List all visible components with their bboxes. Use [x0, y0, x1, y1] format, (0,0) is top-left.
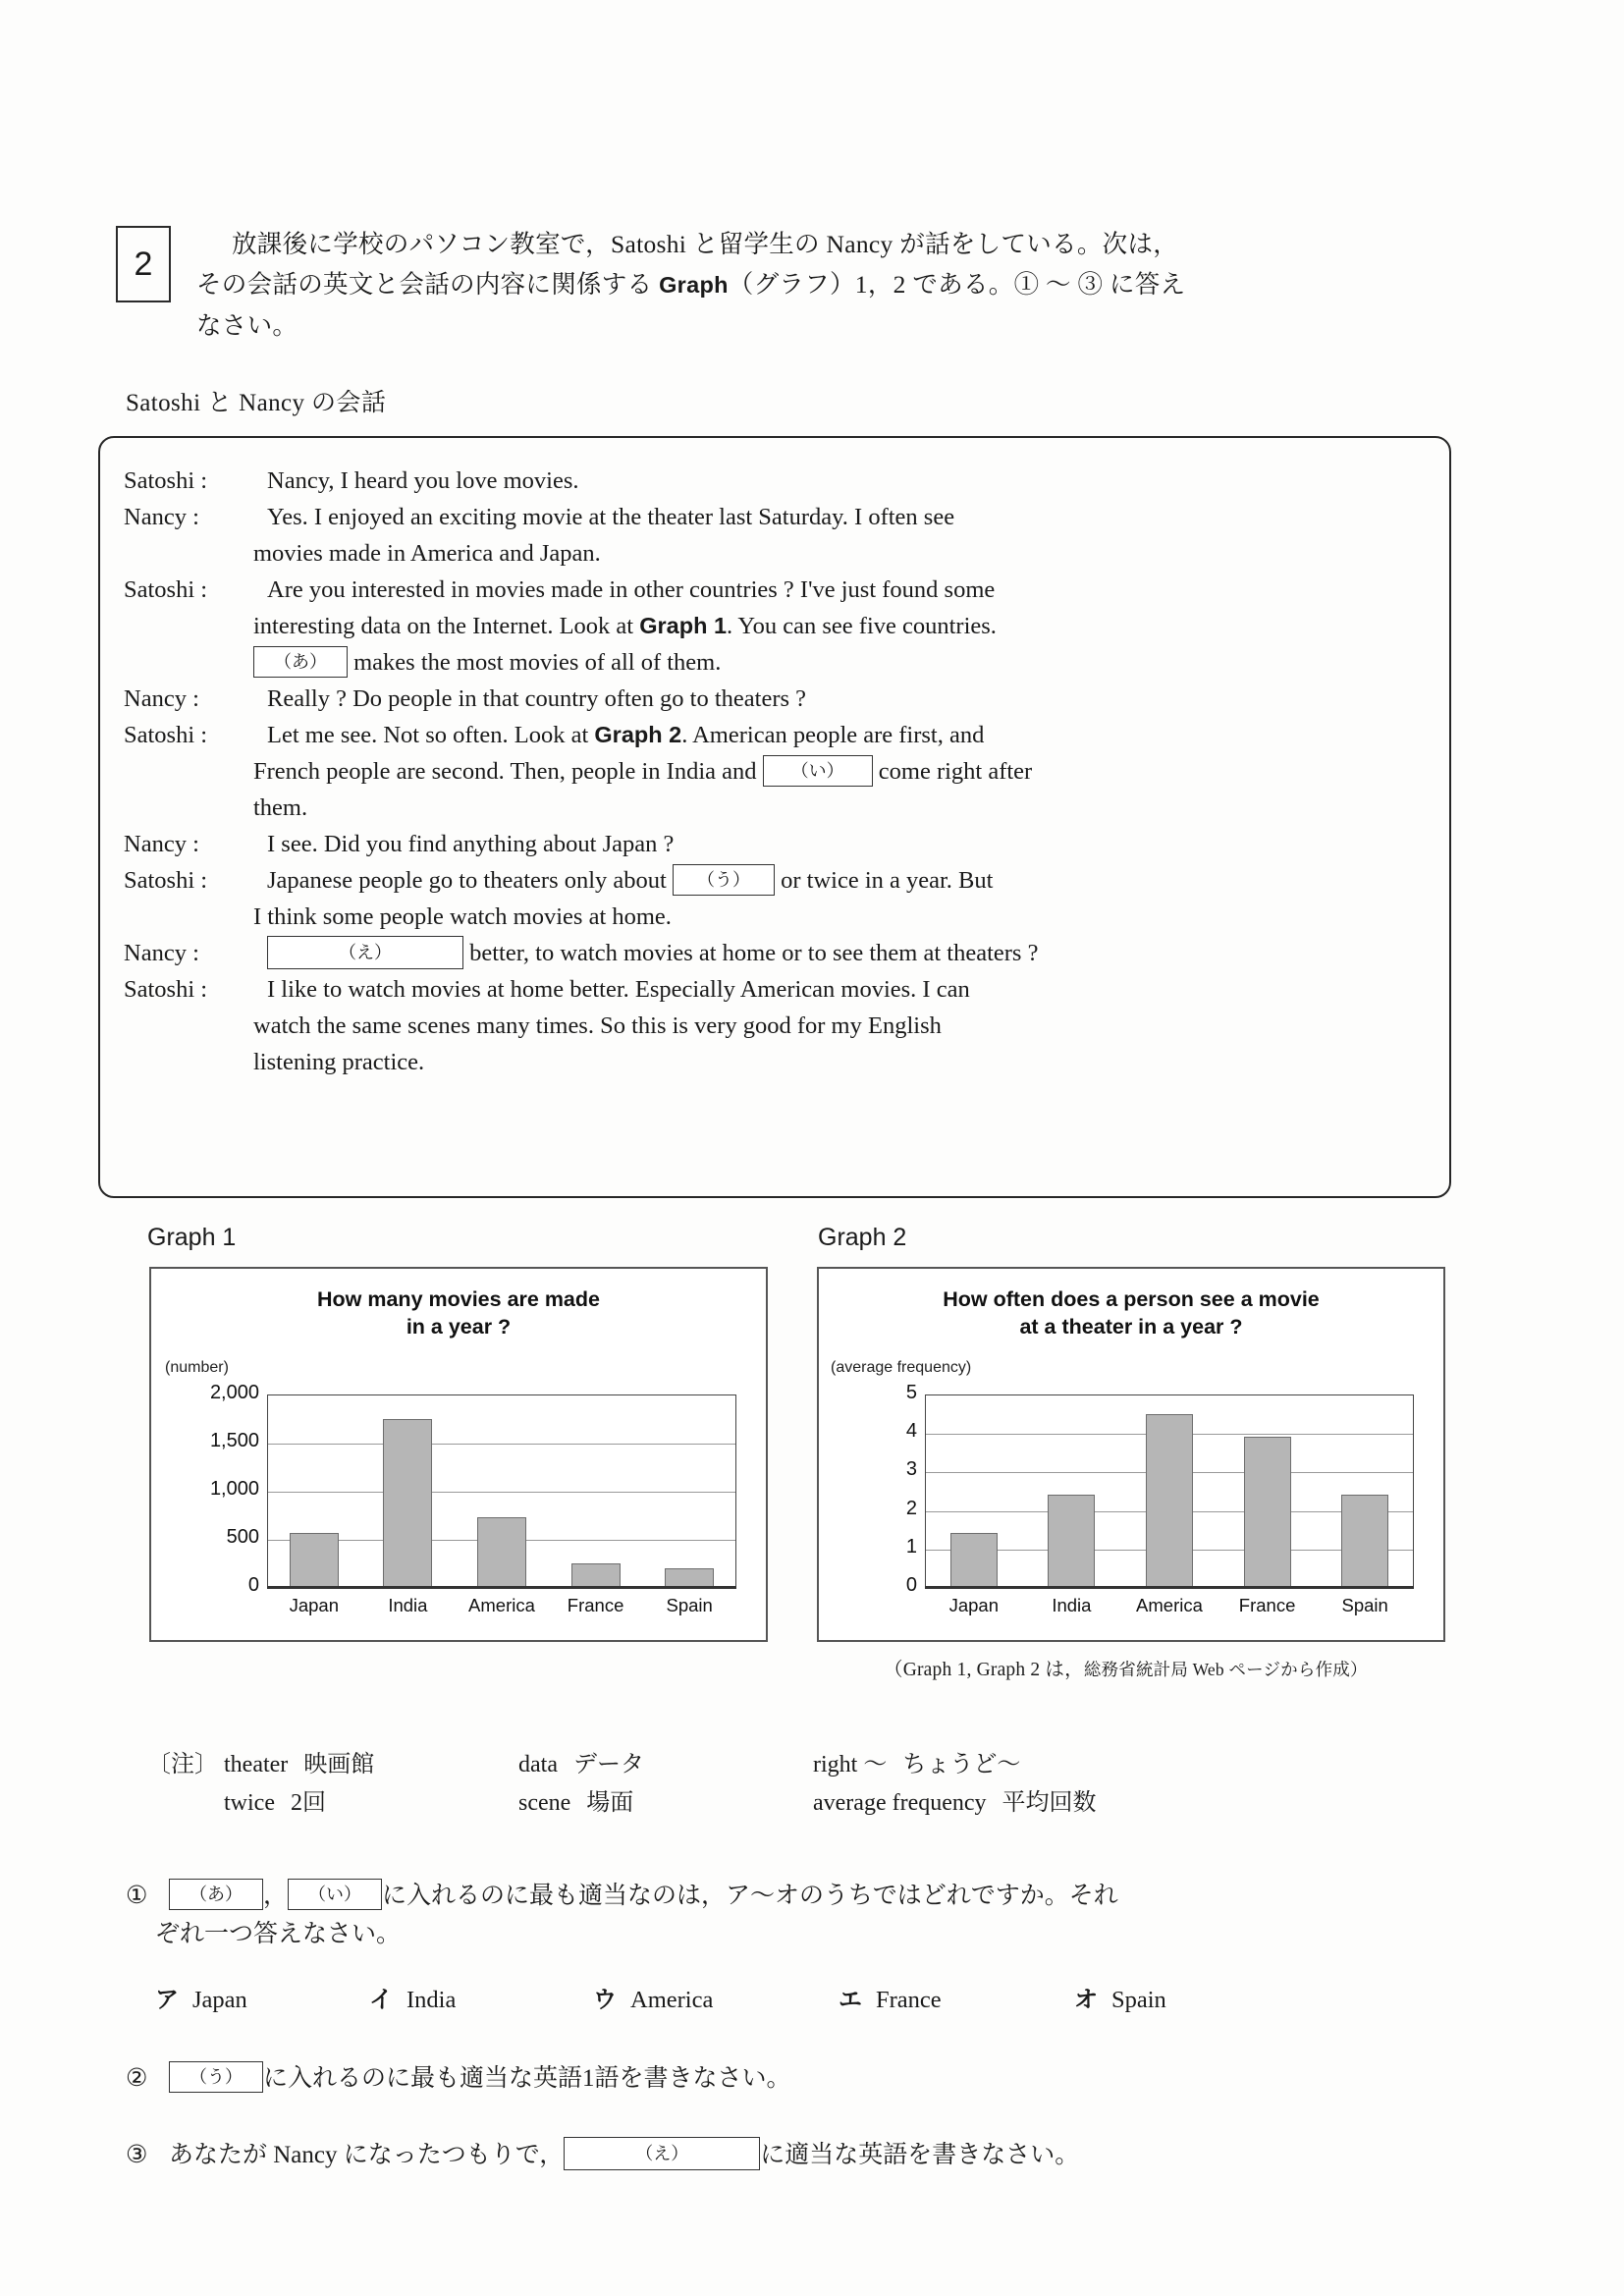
q3-text-before: あなたが Nancy になったつもりで， — [169, 2142, 565, 2168]
dialogue-text-segment: I think some people watch movies at home. — [253, 903, 672, 930]
bar — [1048, 1495, 1095, 1587]
note-term-en: data — [518, 1752, 558, 1777]
bar — [571, 1563, 621, 1587]
dialogue-text — [245, 573, 1420, 608]
dialogue-line — [124, 1045, 1420, 1080]
note-term-ja: 映画館 — [303, 1752, 375, 1777]
choice-d-kana: エ — [839, 1987, 862, 2013]
q1-blank-i[interactable]: （い） — [288, 1879, 382, 1910]
dialogue-speaker — [124, 645, 245, 681]
bar — [950, 1533, 998, 1587]
q1-comma: ， — [263, 1883, 289, 1909]
q3-marker: ③ — [126, 2142, 148, 2168]
dialogue-text-segment: Japanese people go to theaters only about — [267, 867, 673, 894]
graph1-plot — [151, 1269, 766, 1640]
graph-keyword: Graph — [659, 272, 729, 299]
dialogue-text-segment: them. — [253, 794, 308, 821]
prompt-line-2b: （グラフ）1，2 である。① ～ ③ に答え — [728, 270, 1186, 300]
x-axis-category-label: India — [1052, 1595, 1092, 1615]
x-axis-category-label: America — [468, 1595, 535, 1615]
prompt-line-1: 放課後に学校のパソコン教室で，Satoshi と留学生の Nancy が話をしている。次は， — [232, 230, 1179, 258]
dialogue-speaker: Nancy : — [124, 940, 199, 966]
dialogue-speaker: Satoshi : — [124, 576, 208, 603]
y-axis-tick-label: 0 — [905, 1574, 917, 1596]
question-prompt — [196, 224, 1483, 346]
dialogue-line — [124, 972, 1420, 1008]
q1-text: に入れるのに最も適当なのは，ア～オのうちではどれですか。それ — [382, 1883, 1118, 1909]
bar — [1146, 1414, 1193, 1587]
choice-c-kana: ウ — [593, 1987, 617, 2013]
dialogue-text — [245, 754, 1420, 790]
prompt-line-2a: その会話の英文と会話の内容に関係する — [196, 270, 660, 300]
note-term-ja: 場面 — [586, 1789, 634, 1816]
note-item — [518, 1746, 813, 1784]
dialogue-text — [245, 464, 1420, 499]
graph1-title-line1: How many movies are made — [317, 1287, 600, 1311]
dialogue-text-segment: . You can see five countries. — [727, 613, 997, 639]
dialogue-speaker: Satoshi : — [124, 976, 208, 1004]
dialogue-line — [124, 718, 1420, 753]
choice-a-value: Japan — [192, 1987, 247, 2013]
dialogue-text-segment: movies made in America and Japan. — [253, 540, 601, 567]
note-term-en: right ～ — [813, 1752, 888, 1777]
dialogue-line — [124, 863, 1420, 899]
graph-reference: Graph 2 — [594, 722, 682, 747]
choice-d-value: France — [876, 1987, 942, 2013]
note-term-en: average frequency — [813, 1789, 987, 1816]
choice-b-value: India — [406, 1987, 457, 2013]
dialogue-line — [124, 791, 1420, 826]
dialogue-text — [245, 936, 1420, 971]
bar — [1244, 1437, 1291, 1587]
dialogue-text-segment: listening practice. — [253, 1049, 425, 1076]
graph2-title-line1: How often does a person see a movie — [943, 1287, 1320, 1311]
dialogue-text — [245, 1045, 1420, 1080]
y-axis-tick-label: 0 — [247, 1574, 259, 1596]
dialogue-line — [124, 573, 1420, 608]
note-item — [518, 1784, 813, 1823]
dialogue-text — [245, 972, 1420, 1008]
dialogue-line — [124, 464, 1420, 499]
notes-head — [147, 1784, 224, 1823]
y-axis-tick-label: 3 — [905, 1458, 917, 1481]
dialogue-text — [245, 827, 1420, 862]
dialogue-text — [245, 645, 1420, 681]
graph1-unit-label: (number) — [165, 1359, 229, 1376]
dialogue-text — [245, 682, 1420, 717]
dialogue-text — [245, 536, 1420, 572]
y-axis-tick-label: 2 — [905, 1497, 917, 1519]
note-term-en: theater — [224, 1752, 289, 1777]
note-item — [813, 1746, 1265, 1784]
y-axis-tick-label: 500 — [226, 1526, 259, 1548]
x-axis-baseline — [267, 1586, 736, 1589]
dialogue-text-segment: watch the same scenes many times. So this is very good for my English — [253, 1012, 942, 1040]
note-term-ja: 2回 — [290, 1789, 326, 1816]
y-axis-tick-label: 1,000 — [209, 1478, 259, 1500]
bar — [665, 1568, 714, 1587]
dialogue-text — [245, 863, 1420, 899]
choice-d[interactable] — [839, 1982, 1074, 2019]
dialogue-text-segment: or twice in a year. But — [774, 867, 994, 894]
y-axis-tick-label: 5 — [905, 1382, 917, 1403]
note-term-en: twice — [224, 1789, 275, 1816]
dialogue-speaker: Nancy : — [124, 504, 199, 530]
bar — [477, 1517, 526, 1587]
source-note-part2: 総務省統計局 Web ページから作成） — [1083, 1660, 1368, 1679]
q1-line2: ぞれ一つ答えなさい。 — [155, 1920, 402, 1947]
dialogue-text-segment: I see. Did you find anything about Japan ? — [267, 831, 675, 857]
dialogue-text — [245, 718, 1420, 753]
dialogue-text-segment: French people are second. Then, people in India and — [253, 758, 763, 785]
note-item — [224, 1784, 518, 1823]
dialogue-speaker — [124, 1009, 245, 1044]
dialogue-text — [245, 1009, 1420, 1044]
dialogue-speaker — [124, 900, 245, 935]
choice-c[interactable] — [593, 1982, 839, 2019]
choice-c-value: America — [630, 1987, 714, 2013]
dialogue-line — [124, 645, 1420, 681]
dialogue-text — [245, 500, 1420, 535]
notes-block — [147, 1746, 1265, 1823]
graph1-frame — [149, 1267, 768, 1642]
choice-a-kana: ア — [155, 1987, 179, 2013]
graph2-label: Graph 2 — [818, 1224, 907, 1251]
q1-marker: ① — [126, 1883, 148, 1909]
answer-blank[interactable]: （あ） — [253, 646, 348, 678]
choice-e-kana: オ — [1074, 1987, 1098, 2013]
y-axis-tick-label: 1,500 — [209, 1430, 259, 1451]
choice-a[interactable] — [155, 1982, 369, 2019]
dialogue-line — [124, 754, 1420, 790]
dialogue-line — [124, 500, 1420, 535]
prompt-line-3: なさい。 — [196, 310, 298, 340]
dialogue-speaker — [124, 754, 245, 790]
dialogue-text-segment: interesting data on the Internet. Look at — [253, 613, 640, 639]
dialogue-text-segment: . American people are first, and — [681, 722, 985, 748]
dialogue-line — [124, 609, 1420, 644]
q1-choices — [155, 1982, 1530, 2019]
dialogue-speaker — [124, 791, 245, 826]
dialogue-speaker: Satoshi : — [124, 467, 208, 494]
note-item — [224, 1746, 518, 1784]
question-number: 2 — [134, 245, 153, 283]
graph2-plot — [819, 1269, 1443, 1640]
dialogue-text — [245, 791, 1420, 826]
question-1 — [126, 1878, 1520, 1954]
notes-row — [147, 1746, 1265, 1784]
bar — [1341, 1495, 1388, 1587]
dialogue-speaker — [124, 1045, 245, 1080]
answer-blank[interactable]: （え） — [267, 936, 463, 969]
x-axis-category-label: Spain — [666, 1595, 713, 1615]
x-axis-category-label: Japan — [948, 1595, 999, 1615]
dialogue-text — [245, 900, 1420, 935]
choice-e[interactable] — [1074, 1982, 1166, 2019]
dialogue-text — [245, 609, 1420, 644]
graph2-unit-label: (average frequency) — [831, 1359, 972, 1376]
dialogue-text-segment: come right after — [872, 758, 1033, 785]
x-axis-baseline — [925, 1586, 1414, 1589]
x-axis-category-label: India — [388, 1595, 428, 1615]
dialogue-line — [124, 936, 1420, 971]
dialogue-line — [124, 536, 1420, 572]
bar — [290, 1533, 339, 1587]
note-term-ja: ちょうど～ — [902, 1752, 1021, 1777]
dialogue-speaker: Satoshi : — [124, 722, 208, 748]
notes-row — [147, 1784, 1265, 1823]
q2-text: に入れるのに最も適当な英語1語を書きなさい。 — [263, 2065, 791, 2092]
dialogue-line — [124, 827, 1420, 862]
graph1-title-line2: in a year ? — [406, 1314, 512, 1339]
dialogue-line — [124, 1009, 1420, 1044]
dialogue-text-segment: I like to watch movies at home better. Especially American movies. I can — [267, 976, 970, 1004]
dialogue-speaker: Nancy : — [124, 685, 199, 712]
dialogue-box — [98, 436, 1451, 1198]
choice-e-value: Spain — [1111, 1987, 1166, 2013]
x-axis-category-label: France — [1238, 1595, 1296, 1615]
source-note — [884, 1654, 1368, 1681]
dialogue-line — [124, 682, 1420, 717]
note-item — [813, 1784, 1265, 1823]
choice-b-kana: イ — [369, 1987, 393, 2013]
dialogue-text-segment: Yes. I enjoyed an exciting movie at the theater last Saturday. I often see — [267, 504, 955, 530]
gridline — [268, 1492, 735, 1493]
question-header — [116, 224, 1520, 346]
question-2 — [126, 2060, 1520, 2099]
note-term-en: scene — [518, 1789, 571, 1816]
gridline — [268, 1444, 735, 1445]
dialogue-speaker — [124, 536, 245, 572]
choice-b[interactable] — [369, 1982, 593, 2019]
dialogue-speaker: Nancy : — [124, 831, 199, 857]
dialogue-text-segment: Really ? Do people in that country often go to theaters ? — [267, 685, 807, 712]
q2-marker: ② — [126, 2065, 148, 2092]
bar — [383, 1419, 432, 1588]
dialogue-text-segment: makes the most movies of all of them. — [348, 649, 722, 676]
graph1-label: Graph 1 — [147, 1224, 237, 1251]
dialogue-text-segment: Nancy, I heard you love movies. — [267, 467, 579, 494]
q3-blank-e[interactable]: （え） — [564, 2137, 760, 2170]
dialogue-speaker: Satoshi : — [124, 867, 208, 894]
graph2-title-line2: at a theater in a year ? — [1019, 1314, 1243, 1339]
y-axis-tick-label: 2,000 — [209, 1382, 259, 1403]
answer-blank[interactable]: （う） — [673, 864, 775, 896]
note-term-ja: データ — [572, 1752, 644, 1777]
q2-blank-u[interactable]: （う） — [169, 2061, 263, 2093]
y-axis-tick-label: 1 — [905, 1535, 917, 1558]
q3-text-after: に適当な英語を書きなさい。 — [760, 2142, 1080, 2168]
answer-blank[interactable]: （い） — [763, 755, 873, 787]
question-number-box — [116, 226, 171, 302]
x-axis-category-label: America — [1136, 1595, 1203, 1615]
dialogue-speaker — [124, 609, 245, 644]
x-axis-category-label: Spain — [1341, 1595, 1388, 1615]
x-axis-category-label: Japan — [289, 1595, 339, 1615]
dialogue-text-segment: Let me see. Not so often. Look at — [267, 722, 595, 748]
notes-head: 〔注〕 — [147, 1752, 218, 1777]
q1-blank-a[interactable]: （あ） — [169, 1879, 263, 1910]
conversation-label: Satoshi と Nancy の会話 — [126, 390, 387, 416]
x-axis-category-label: France — [567, 1595, 624, 1615]
question-3 — [126, 2137, 1520, 2175]
source-note-part1: （Graph 1, Graph 2 は， — [884, 1660, 1084, 1680]
dialogue-text-segment: better, to watch movies at home or to see them at theaters ? — [463, 940, 1039, 966]
graph-reference: Graph 1 — [639, 613, 728, 638]
note-term-ja: 平均回数 — [1001, 1789, 1097, 1816]
dialogue-text-segment: Are you interested in movies made in other countries ? I've just found some — [267, 576, 996, 603]
y-axis-tick-label: 4 — [905, 1420, 917, 1443]
dialogue-line — [124, 900, 1420, 935]
graph2-frame — [817, 1267, 1445, 1642]
